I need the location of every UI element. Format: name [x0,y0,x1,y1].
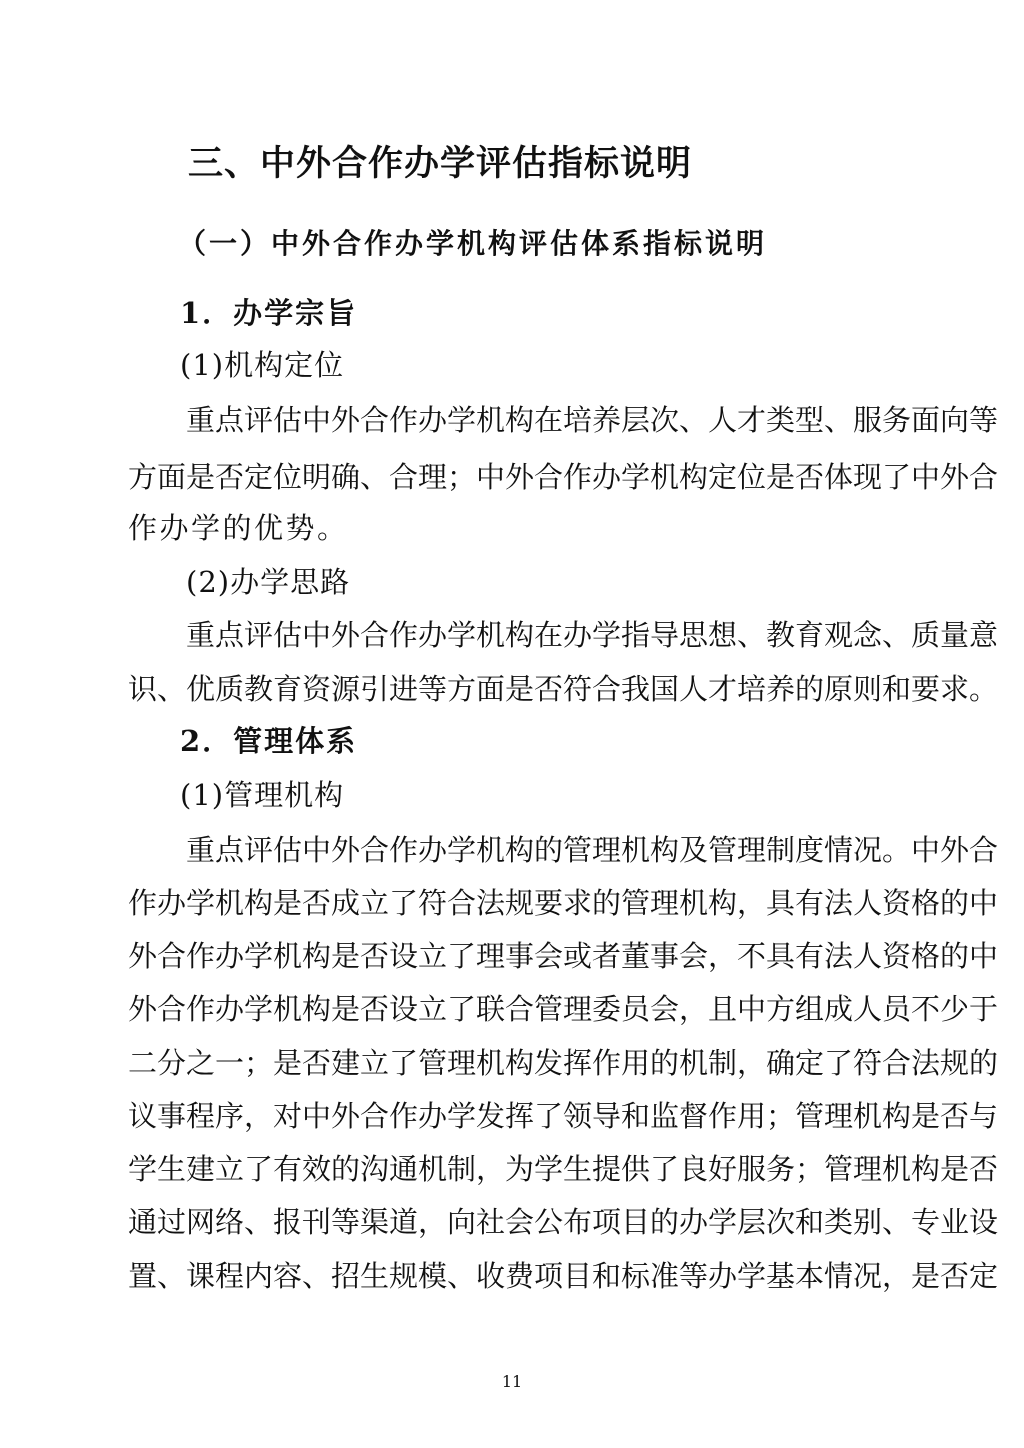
paragraph-line: 重点评估中外合作办学机构在培养层次、人才类型、服务面向等 [128,403,999,437]
paragraph-line: 二分之一；是否建立了管理机构发挥作用的机制，确定了符合法规的 [128,1046,999,1080]
item-school-philosophy: (2)办学思路 [186,565,351,599]
paragraph-line: 识、优质教育资源引进等方面是否符合我国人才培养的原则和要求。 [128,672,999,706]
page-title: 三、中外合作办学评估指标说明 [188,143,693,184]
item-institution-positioning: (1)机构定位 [180,348,345,382]
paragraph-line: 重点评估中外合作办学机构在办学指导思想、教育观念、质量意 [128,618,999,652]
paragraph-line: 议事程序，对中外合作办学发挥了领导和监督作用；管理机构是否与 [128,1099,999,1133]
paragraph-line: 方面是否定位明确、合理；中外合作办学机构定位是否体现了中外合 [128,460,999,494]
section-title: （一）中外合作办学机构评估体系指标说明 [178,227,768,260]
paragraph-line: 置、课程内容、招生规模、收费项目和标准等办学基本情况，是否定 [128,1259,999,1293]
heading-management-system: 2．管理体系 [180,724,358,758]
item-management-body: (1)管理机构 [180,778,345,812]
paragraph-line: 外合作办学机构是否设立了理事会或者董事会，不具有法人资格的中 [128,939,999,973]
paragraph-line: 外合作办学机构是否设立了联合管理委员会，且中方组成人员不少于 [128,992,999,1026]
paragraph-line: 作办学的优势。 [128,511,349,545]
page-number: 11 [501,1372,523,1391]
paragraph-line: 作办学机构是否成立了符合法规要求的管理机构，具有法人资格的中 [128,886,999,920]
paragraph-line: 通过网络、报刊等渠道，向社会公布项目的办学层次和类别、专业设 [128,1205,999,1239]
paragraph-line: 学生建立了有效的沟通机制，为学生提供了良好服务；管理机构是否 [128,1152,999,1186]
heading-purpose: 1．办学宗旨 [180,296,358,330]
paragraph-line: 重点评估中外合作办学机构的管理机构及管理制度情况。中外合 [128,833,999,867]
